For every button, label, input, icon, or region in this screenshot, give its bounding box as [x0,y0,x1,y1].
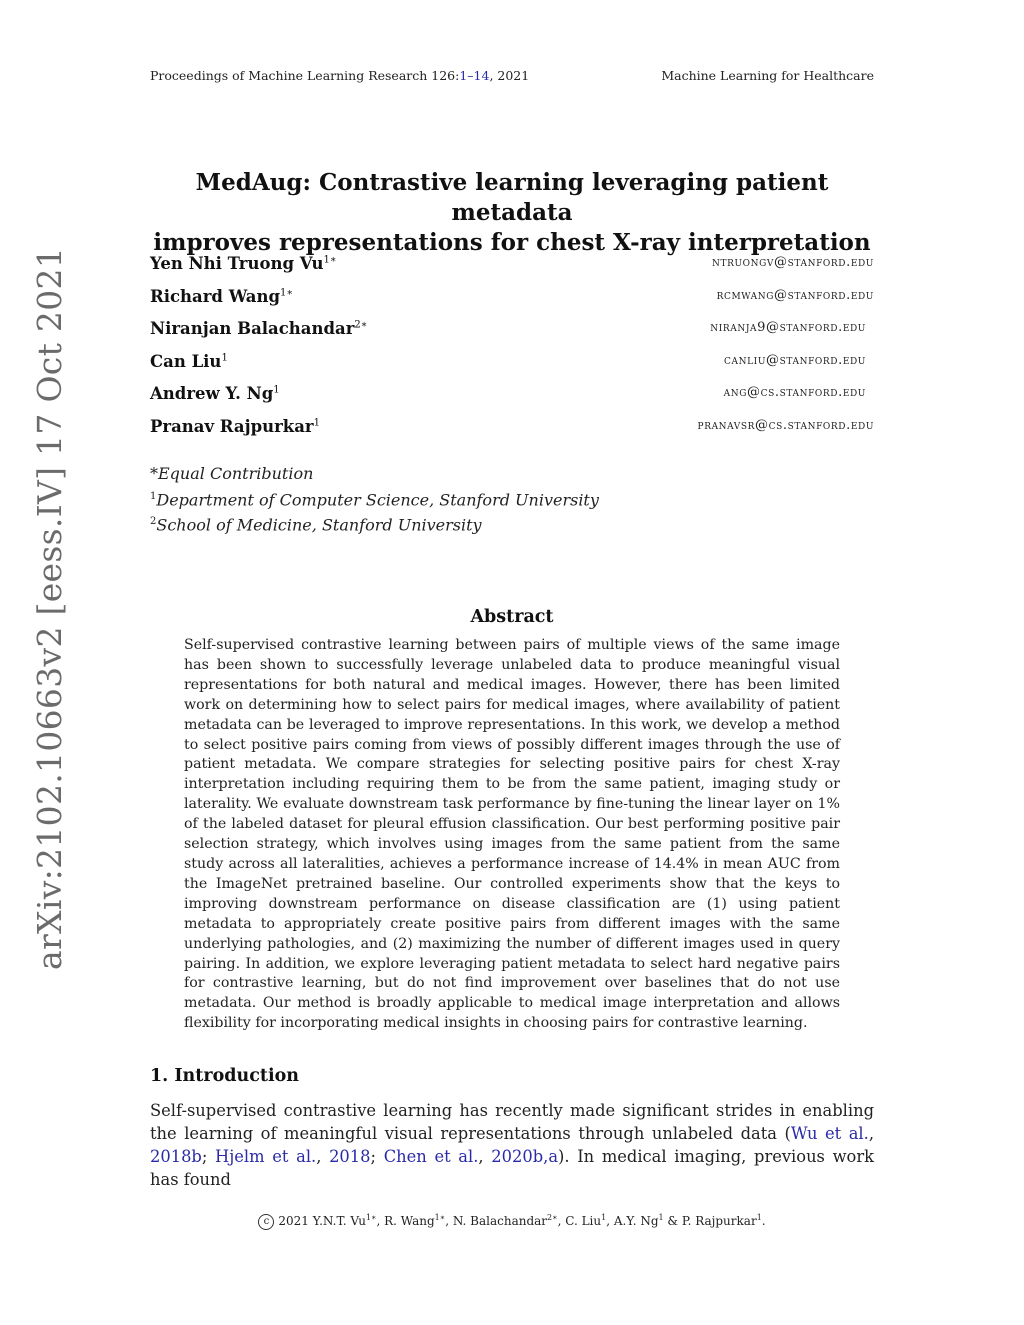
equal-contribution-note: *Equal Contribution [150,464,314,483]
author-name: Andrew Y. Ng$^1$ [150,384,280,404]
running-header-left [150,68,529,83]
author-email: pranavsr@cs.stanford.edu [697,417,874,433]
author-row [150,287,874,320]
citation-year-link[interactable]: 2018b [150,1147,202,1166]
affiliations [150,463,599,537]
affiliation-1: $^1$Department of Computer Science, Stanford University [150,489,599,509]
author-row [150,417,874,450]
introduction-body: Self-supervised contrastive learning has recently made significant strides in enabling the learning of meaningful visual representations through unlabeled data (Wu et al., 2018b; Hjelm et al., 2018; Chen et al., 2020b,a). In medical imaging, previous work has found [150,1101,874,1189]
page-range-link[interactable]: 1–14 [459,68,490,83]
author-name: Pranav Rajpurkar$^1$ [150,416,320,436]
header-year: , 2021 [489,68,530,83]
running-header-right: Machine Learning for Healthcare [661,68,874,83]
paper-title [150,168,874,258]
author-email: rcmwang@stanford.edu [716,287,874,303]
author-email: niranja9@stanford.edu [710,320,866,336]
author-mark: 1 [313,417,320,429]
citation-link[interactable]: Hjelm et al. [215,1147,317,1166]
title-line-1: MedAug: Contrastive learning leveraging patient metadata [195,169,829,226]
author-email: ang@cs.stanford.edu [723,385,866,401]
title-line-2: improves representations for chest X-ray interpretation [153,229,871,256]
abstract-heading: Abstract [470,607,554,627]
author-mark: 1∗ [323,254,337,266]
author-name: Can Liu$^1$ [150,351,228,371]
proceedings-text: Proceedings of Machine Learning Research 126: [150,68,460,83]
copyright-icon: c [258,1214,274,1230]
author-list [150,254,874,450]
arxiv-stamp: arXiv:2102.10663v2 [eess.IV] 17 Oct 2021 [30,246,69,970]
section-heading-introduction: 1. Introduction [150,1066,299,1086]
author-name: Niranjan Balachandar$^{2∗}$ [150,319,368,339]
citation-year-link[interactable]: 2020b,a [491,1147,559,1166]
citation-link[interactable]: Wu et al. [790,1124,869,1143]
author-mark: 1∗ [280,287,294,299]
author-name: Yen Nhi Truong $Vu^{1∗}$ [150,254,337,273]
author-mark: 1 [221,352,228,364]
citation-year-link[interactable]: 2018 [329,1147,371,1166]
affiliation-2: $^2$School of Medicine, Stanford University [150,515,482,535]
author-row [150,254,874,287]
author-mark: 2∗ [354,319,368,331]
author-row [150,319,874,352]
author-email: canliu@stanford.edu [724,352,866,368]
author-name: Richard Wang$^{1∗}$ [150,286,294,306]
abstract-body: Self-supervised contrastive learning between pairs of multiple views of the same image has been shown to successfully leverage unlabeled data to produce meaningful visual representations for both natural and medical images. However, there has been limited work on determining how to select pairs for medical images, where availability of patient metadata can be leveraged to improve representations. In this work, we develop a method to select positive pairs coming from views of possibly different images through the use of patient metadata. We compare strategies for selecting positive pairs for chest X-ray interpretation including requiring them to be from the same patient, imaging study or laterality. We evaluate downstream task performance by fine-tuning the linear layer on 1% of the labeled dataset for pleural effusion classification. Our best performing positive pair selection strategy, which involves using images from the same patient from the same study across all lateralities, achieves a performance increase of 14.4% in mean AUC from the ImageNet pretrained baseline. Our controlled experiments show that the keys to improving downstream performance on disease classification are (1) using patient metadata to appropriately create positive pairs from different images with the same underlying pathologies, and (2) maximizing the number of different images used in query pairing. In addition, we explore leveraging patient metadata to select hard negative pairs for contrastive learning, but do not find improvement over baselines that do not use metadata. Our method is broadly applicable to medical image interpretation and allows flexibility for incorporating medical insights in choosing pairs for contrastive learning. [184,637,840,1032]
author-mark: 1 [273,384,280,396]
copyright-footer: c 2021 Y.N.T. $Vu^{1∗}$, R. Wang$^{1∗}$, N. Balachandar$^{2∗}$, C. Liu$^1$, A.Y. Ng$^1$ & P. Rajpurkar$^1$. [150,1213,874,1230]
author-email: ntruongv@stanford.edu [712,255,874,270]
citation-link[interactable]: Chen et al. [383,1147,479,1166]
author-row [150,352,874,385]
author-row [150,384,874,417]
